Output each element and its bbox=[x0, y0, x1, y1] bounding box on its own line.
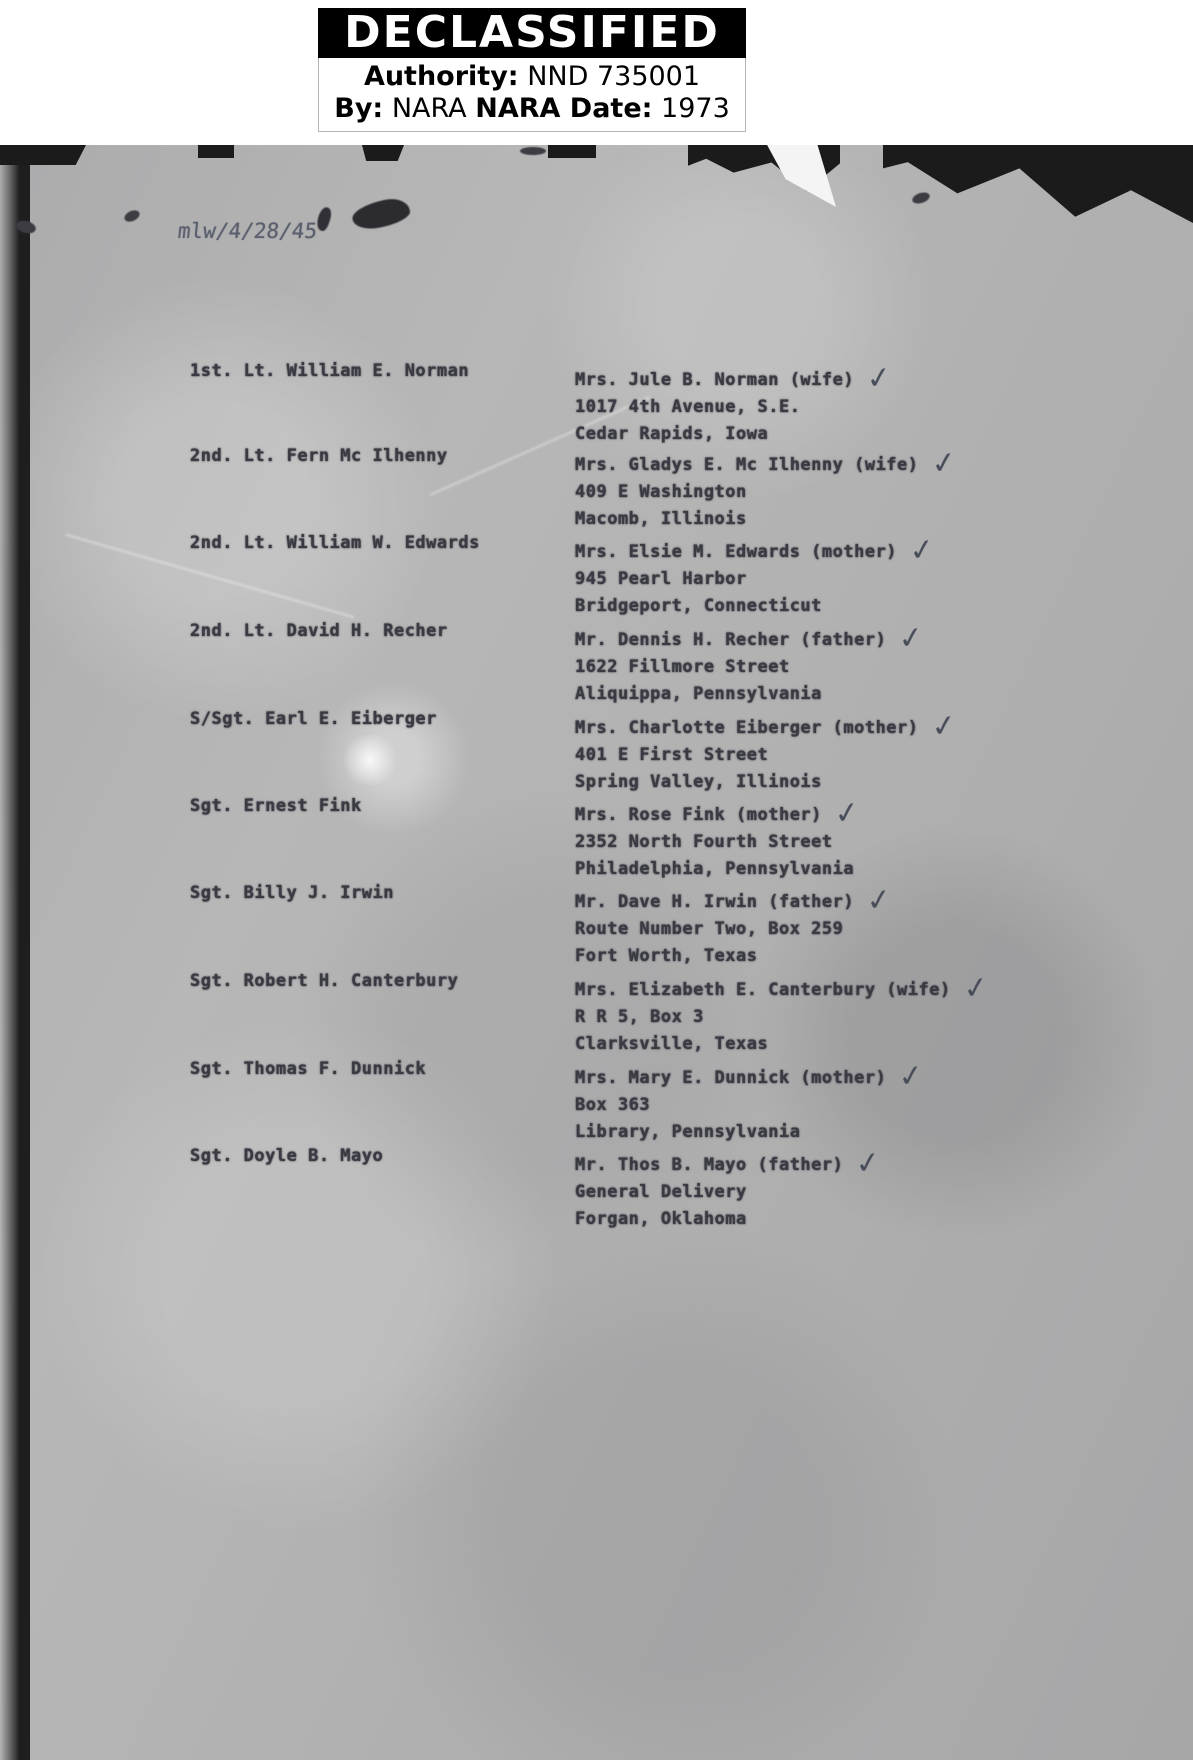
address-line-2: Aliquippa, Pennsylvania bbox=[575, 684, 822, 704]
by-value: NARA bbox=[391, 93, 467, 124]
scan-edge-artifact bbox=[0, 145, 86, 165]
checkmark-icon: ✓ bbox=[864, 881, 894, 920]
checkmark-icon: ✓ bbox=[928, 707, 959, 746]
next-of-kin: Mrs. Elizabeth E. Canterbury (wife) bbox=[575, 980, 951, 1000]
address-line-2: Spring Valley, Illinois bbox=[575, 772, 822, 792]
declassified-stamp bbox=[318, 8, 746, 132]
service-member-name: Sgt. Thomas F. Dunnick bbox=[190, 1059, 427, 1079]
checkmark-icon: ✓ bbox=[928, 444, 959, 483]
service-member-name: Sgt. Ernest Fink bbox=[190, 796, 362, 816]
service-member-name: 1st. Lt. William E. Norman bbox=[190, 361, 470, 381]
address-line-1: 1017 4th Avenue, S.E. bbox=[575, 397, 801, 417]
next-of-kin: Mr. Dave H. Irwin (father) bbox=[575, 892, 855, 912]
ink-speck bbox=[520, 147, 546, 155]
address-line-1: Route Number Two, Box 259 bbox=[575, 919, 844, 939]
stamp-info-box bbox=[318, 58, 746, 132]
checkmark-icon: ✓ bbox=[864, 359, 894, 398]
next-of-kin: Mrs. Rose Fink (mother) bbox=[575, 805, 822, 825]
ink-speck bbox=[123, 208, 142, 224]
address-line-1: 409 E Washington bbox=[575, 482, 747, 502]
scan-sheet bbox=[0, 145, 1193, 1760]
scan-edge-artifact bbox=[883, 145, 1193, 223]
checkmark-icon: ✓ bbox=[853, 1144, 884, 1183]
address-line-1: 1622 Fillmore Street bbox=[575, 657, 790, 677]
date-value: 1973 bbox=[661, 93, 730, 124]
address-line-1: 945 Pearl Harbor bbox=[575, 569, 747, 589]
address-line-1: R R 5, Box 3 bbox=[575, 1007, 704, 1027]
address-line-1: 2352 North Fourth Street bbox=[575, 832, 833, 852]
next-of-kin: Mrs. Mary E. Dunnick (mother) bbox=[575, 1068, 887, 1088]
next-of-kin: Mrs. Jule B. Norman (wife) bbox=[575, 370, 855, 390]
address-line-1: Box 363 bbox=[575, 1095, 651, 1115]
service-member-name: 2nd. Lt. William W. Edwards bbox=[190, 533, 480, 553]
address-line-2: Macomb, Illinois bbox=[575, 509, 747, 529]
authority-label: Authority: bbox=[363, 61, 519, 92]
ink-speck bbox=[911, 190, 931, 205]
service-member-name: Sgt. Robert H. Canterbury bbox=[190, 971, 459, 991]
typed-date-annotation: mlw/4/28/45 bbox=[176, 219, 319, 243]
address-line-1: General Delivery bbox=[575, 1182, 747, 1202]
scan-edge-artifact bbox=[198, 145, 234, 158]
checkmark-icon: ✓ bbox=[896, 619, 927, 658]
scan-bright-spot bbox=[340, 735, 400, 785]
service-member-name: S/Sgt. Earl E. Eiberger bbox=[190, 709, 437, 729]
next-of-kin: Mrs. Charlotte Eiberger (mother) bbox=[575, 718, 919, 738]
ink-smudge bbox=[350, 195, 412, 232]
address-line-1: 401 E First Street bbox=[575, 745, 769, 765]
next-of-kin: Mrs. Elsie M. Edwards (mother) bbox=[575, 542, 898, 562]
date-label: NARA Date: bbox=[475, 93, 653, 124]
checkmark-icon: ✓ bbox=[832, 794, 862, 833]
scan-edge-artifact bbox=[362, 145, 404, 161]
scan-edge-artifact bbox=[0, 145, 30, 1760]
service-member-name: 2nd. Lt. Fern Mc Ilhenny bbox=[190, 446, 448, 466]
checkmark-icon: ✓ bbox=[907, 531, 937, 570]
stamp-by-line bbox=[325, 93, 739, 125]
address-line-2: Clarksville, Texas bbox=[575, 1034, 769, 1054]
checkmark-icon: ✓ bbox=[896, 1057, 927, 1096]
service-member-name: 2nd. Lt. David H. Recher bbox=[190, 621, 448, 641]
next-of-kin: Mr. Dennis H. Recher (father) bbox=[575, 630, 887, 650]
address-line-2: Fort Worth, Texas bbox=[575, 946, 758, 966]
stamp-authority-line bbox=[325, 61, 739, 93]
address-line-2: Forgan, Oklahoma bbox=[575, 1209, 747, 1229]
address-line-2: Bridgeport, Connecticut bbox=[575, 596, 822, 616]
scan-edge-artifact bbox=[548, 145, 596, 158]
authority-value: NND 735001 bbox=[527, 61, 701, 92]
checkmark-icon: ✓ bbox=[960, 969, 991, 1008]
service-member-name: Sgt. Doyle B. Mayo bbox=[190, 1146, 384, 1166]
address-line-2: Philadelphia, Pennsylvania bbox=[575, 859, 855, 879]
next-of-kin: Mrs. Gladys E. Mc Ilhenny (wife) bbox=[575, 455, 919, 475]
by-label: By: bbox=[334, 93, 384, 124]
address-line-2: Cedar Rapids, Iowa bbox=[575, 424, 769, 444]
address-line-2: Library, Pennsylvania bbox=[575, 1122, 801, 1142]
declassified-banner: DECLASSIFIED bbox=[318, 8, 746, 58]
service-member-name: Sgt. Billy J. Irwin bbox=[190, 883, 394, 903]
next-of-kin: Mr. Thos B. Mayo (father) bbox=[575, 1155, 844, 1175]
